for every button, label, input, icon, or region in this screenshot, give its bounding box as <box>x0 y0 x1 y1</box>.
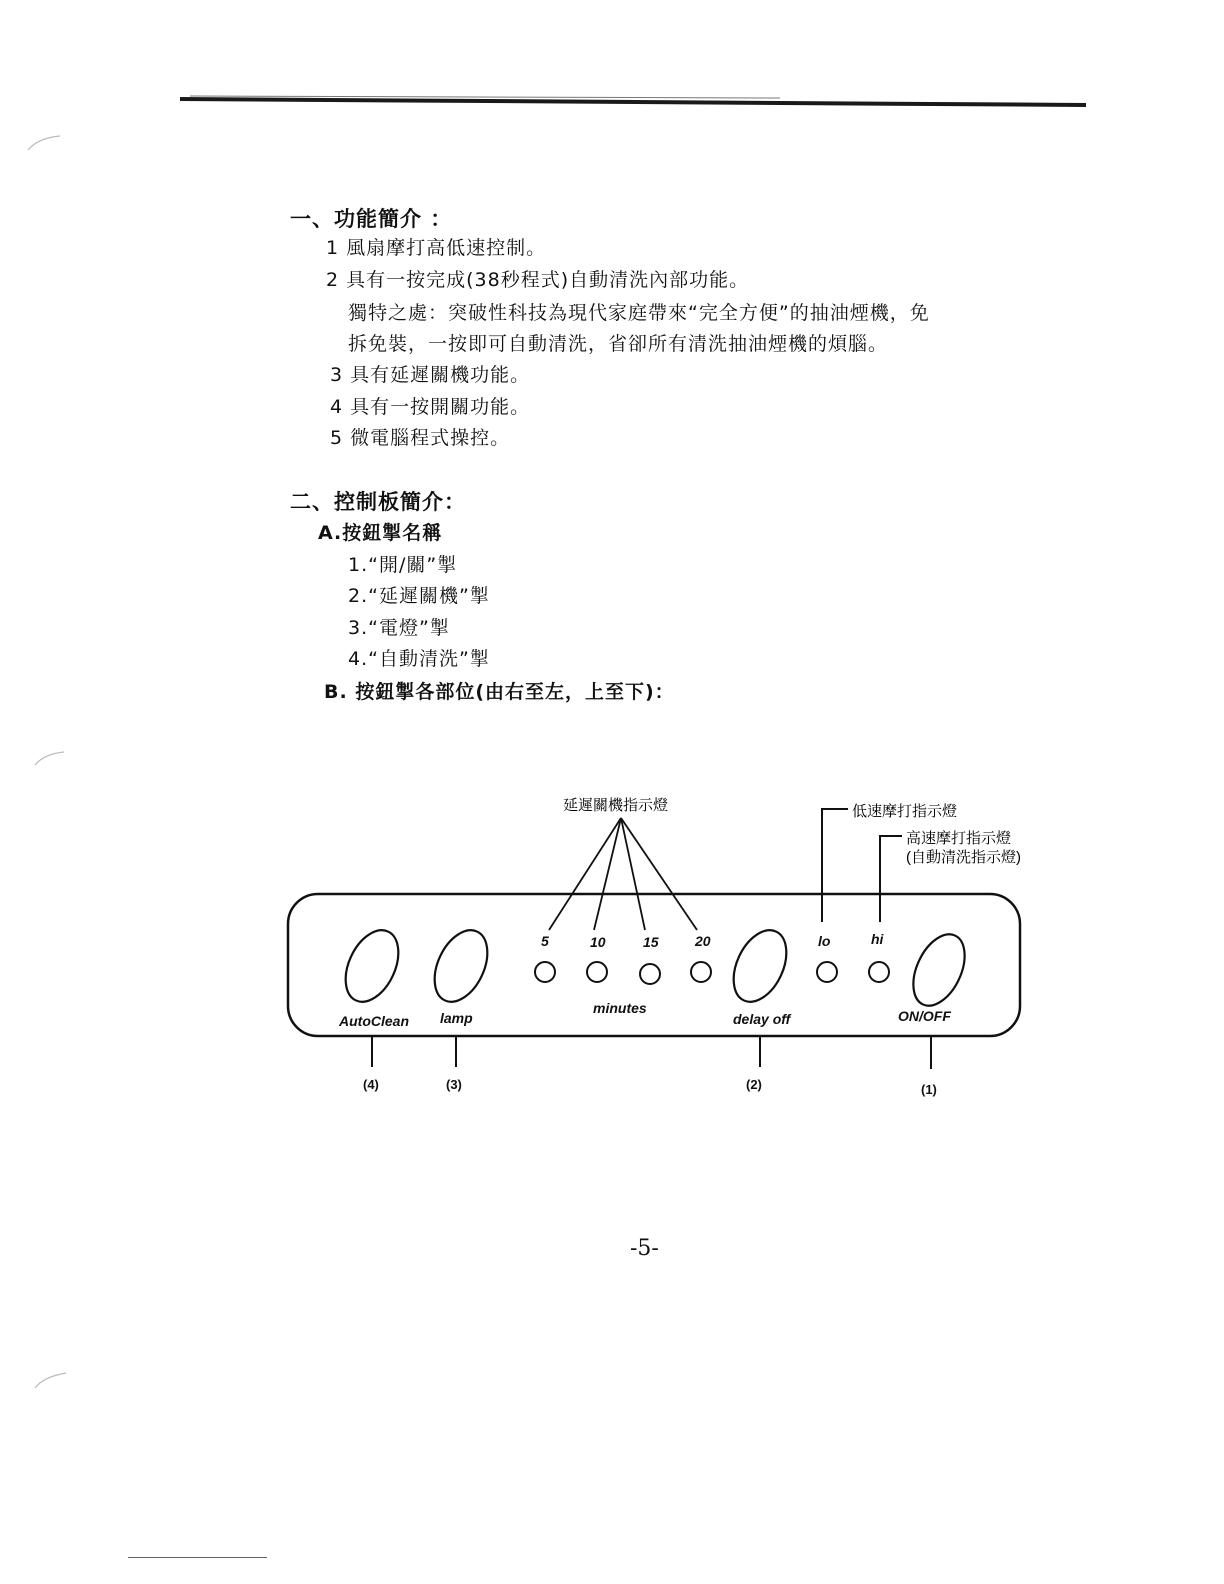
callout-3: (3) <box>446 1077 462 1092</box>
autoclean-label: AutoClean <box>339 1013 409 1029</box>
section2-sub-b: B. 按鈕掣各部位(由右至左，上至下)： <box>324 681 675 703</box>
delay-off-label: delay off <box>733 1011 791 1027</box>
scan-marks <box>28 136 66 1388</box>
autoclean-button[interactable] <box>335 922 409 1010</box>
led-10-label: 10 <box>590 934 606 950</box>
led-lo <box>817 962 837 982</box>
callout-1: (1) <box>921 1082 937 1097</box>
lamp-button[interactable] <box>424 922 498 1010</box>
minutes-label: minutes <box>593 1000 647 1016</box>
low-speed-indicator-label: 低速摩打指示燈 <box>852 803 958 820</box>
section1-item-1: 1 風扇摩打高低速控制。 <box>326 237 547 259</box>
delay-off-button[interactable] <box>723 922 797 1010</box>
button-name-3: 3.“電燈”掣 <box>348 617 450 639</box>
callout-4: (4) <box>363 1077 379 1092</box>
section1-item-2: 2 具有一按完成(38秒程式)自動清洗內部功能。 <box>326 269 750 291</box>
led-15-label: 15 <box>643 934 659 950</box>
button-name-4: 4.“自動清洗”掣 <box>348 648 490 670</box>
led-lo-label: lo <box>818 933 831 949</box>
led-20-min <box>691 962 711 982</box>
section2-sub-a: A.按鈕掣名稱 <box>318 522 443 544</box>
section1-note-line2: 拆免裝，一按即可自動清洗，省卻所有清洗抽油煙機的煩腦。 <box>348 333 889 355</box>
section1-note-line1: 獨特之處：突破性科技為現代家庭帶來“完全方便”的抽油煙機，免 <box>348 302 930 324</box>
led-hi <box>869 962 889 982</box>
page-number: -5- <box>630 1236 659 1261</box>
led-5-min <box>535 962 555 982</box>
led-20-label: 20 <box>695 933 711 949</box>
led-5-label: 5 <box>541 933 549 949</box>
high-speed-indicator-label: 高速摩打指示燈 <box>906 830 1012 847</box>
callout-2: (2) <box>746 1077 762 1092</box>
footer-line <box>128 1557 267 1558</box>
led-hi-label: hi <box>871 931 884 947</box>
on-off-button[interactable] <box>903 926 975 1013</box>
on-off-label: ON/OFF <box>898 1008 951 1024</box>
section1-heading: 一、功能簡介 ： <box>290 207 453 231</box>
high-speed-leader <box>880 836 902 922</box>
section2-heading: 二、控制板簡介： <box>290 490 466 514</box>
delay-indicator-leaders <box>549 818 697 930</box>
section1-item-5: 5 微電腦程式操控。 <box>330 427 511 449</box>
delay-indicator-label: 延遲關機指示燈 <box>563 797 669 814</box>
section1-item-4: 4 具有一按開關功能。 <box>330 396 531 418</box>
led-10-min <box>587 962 607 982</box>
lamp-label: lamp <box>440 1010 473 1026</box>
low-speed-leader <box>822 809 848 922</box>
button-name-1: 1.“開/關”掣 <box>348 554 458 576</box>
led-15-min <box>640 964 660 984</box>
section1-item-3: 3 具有延遲關機功能。 <box>330 364 531 386</box>
button-name-2: 2.“延遲關機”掣 <box>348 585 490 607</box>
autoclean-indicator-label: (自動清洗指示燈) <box>906 849 1021 866</box>
